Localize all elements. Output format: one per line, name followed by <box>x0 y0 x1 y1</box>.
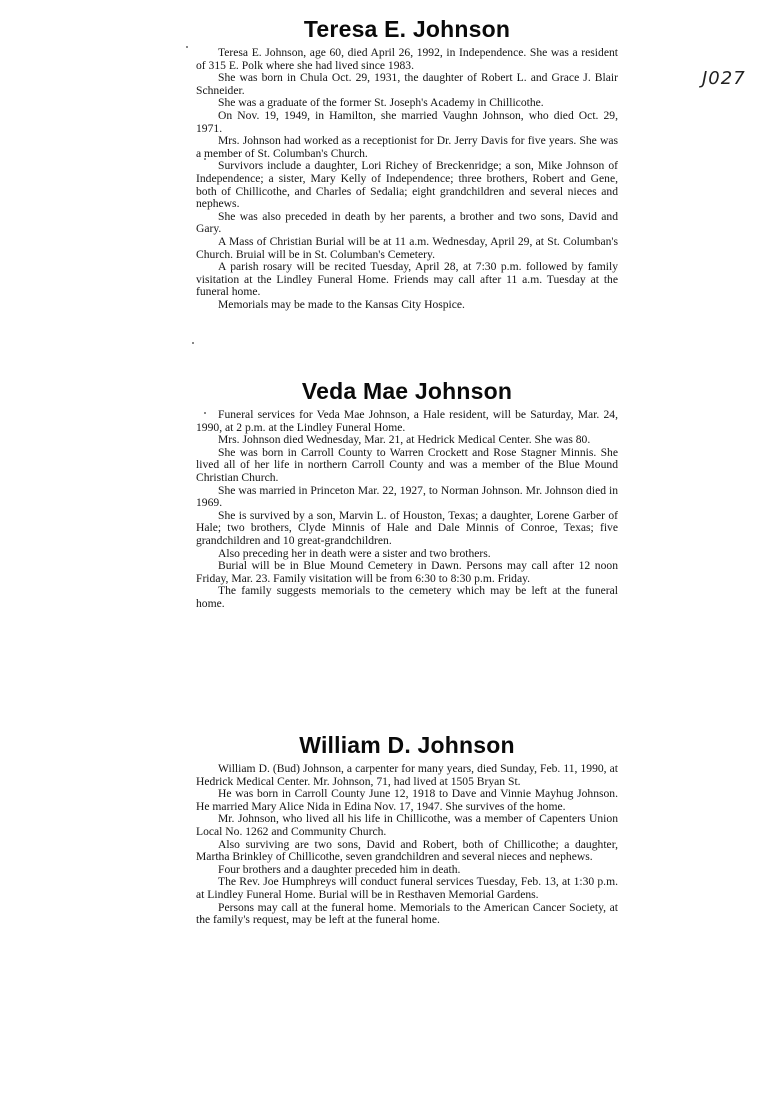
obituary-body <box>196 47 618 311</box>
obituary-paragraph: She was a graduate of the former St. Joseph's Academy in Chillicothe. <box>218 96 544 110</box>
obituary-paragraph: He was born in Carroll County June 12, 1918 to Dave and Vinnie Mayhug Johnson. He married Mary Alice Nida in Edina Nov. 17, 1947. She survives of the home. <box>196 787 618 813</box>
obituary-paragraph: Burial will be in Blue Mound Cemetery in Dawn. Persons may call after 12 noon Friday, Mar. 23. Family visitation will be from 6:30 to 8:30 p.m. Friday. <box>196 559 618 585</box>
scan-speck <box>192 342 194 344</box>
obituary-veda-mae-johnson <box>196 378 618 611</box>
obituary-paragraph: She was born in Carroll County to Warren Crockett and Rose Stagner Minnis. She lived all of her life in northern Carroll County and was a member of the Blue Mound Christian Church. <box>196 445 618 484</box>
obituary-paragraph: The family suggests memorials to the cemetery which may be left at the funeral home. <box>196 584 618 610</box>
obituary-paragraph: Funeral services for Veda Mae Johnson, a Hale resident, will be Saturday, Mar. 24, 1990, at 2 p.m. at the Lindley Funeral Home. <box>196 408 618 434</box>
obituary-paragraph: Mrs. Johnson died Wednesday, Mar. 21, at Hedrick Medical Center. She was 80. <box>218 433 591 447</box>
obituary-title: Veda Mae Johnson <box>301 378 513 404</box>
obituary-paragraph: Also preceding her in death were a sister and two brothers. <box>218 546 491 560</box>
obituary-paragraph: She is survived by a son, Marvin L. of Houston, Texas; a daughter, Lorene Garber of Hale; two brothers, Clyde Minnis of Hale and Dale Minnis of Conroe, Texas; five grandchildren and 10 great-grandchildren. <box>196 508 618 547</box>
obituary-paragraph: Memorials may be made to the Kansas City Hospice. <box>218 297 465 311</box>
obituary-teresa-e-johnson <box>196 16 618 311</box>
obituary-paragraph: William D. (Bud) Johnson, a carpenter for many years, died Sunday, Feb. 11, 1990, at Hedrick Medical Center. Mr. Johnson, 71, had lived at 1505 Bryan St. <box>196 762 618 788</box>
obituary-paragraph: She was born in Chula Oct. 29, 1931, the daughter of Robert L. and Grace J. Blair Schneider. <box>196 71 618 97</box>
obituary-paragraph: She was also preceded in death by her parents, a brother and two sons, David and Gary. <box>196 209 618 236</box>
obituary-paragraph: On Nov. 19, 1949, in Hamilton, she married Vaughn Johnson, who died Oct. 29, 1971. <box>196 108 618 135</box>
obituary-paragraph: Persons may call at the funeral home. Memorials to the American Cancer Society, at the family's request, may be left at the funeral home. <box>196 900 618 927</box>
obituary-title: Teresa E. Johnson <box>303 16 511 42</box>
obituary-paragraph: A parish rosary will be recited Tuesday, April 28, at 7:30 p.m. followed by family visitation at the Lindley Funeral Home. Friends may call after 11 a.m. Tuesday at the funeral home. <box>196 260 618 299</box>
obituary-paragraph: Four brothers and a daughter preceded him in death. <box>218 862 461 876</box>
obituary-body <box>196 763 618 927</box>
scan-speck <box>186 46 188 48</box>
handwritten-file-code: J027 <box>702 68 746 89</box>
obituary-title: William D. Johnson <box>299 732 515 758</box>
obituary-paragraph: Mr. Johnson, who lived all his life in Chillicothe, was a member of Capenters Union Local No. 1262 and Community Church. <box>196 812 618 838</box>
obituary-paragraph: Teresa E. Johnson, age 60, died April 26, 1992, in Independence. She was a resident of 315 E. Polk where she had lived since 1983. <box>196 46 618 72</box>
obituary-paragraph: She was married in Princeton Mar. 22, 1927, to Norman Johnson. Mr. Johnson died in 1969. <box>196 483 618 510</box>
obituary-paragraph: The Rev. Joe Humphreys will conduct funeral services Tuesday, Feb. 13, at 1:30 p.m. at Lindley Funeral Home. Burial will be in Resthaven Memorial Gardens. <box>196 875 618 901</box>
obituary-body <box>196 409 618 611</box>
obituary-paragraph: A Mass of Christian Burial will be at 11 a.m. Wednesday, April 29, at St. Columban's Church. Bruial will be in St. Columban's Cemetery. <box>196 234 618 261</box>
obituary-paragraph: Also surviving are two sons, David and Robert, both of Chillicothe; a daughter, Martha Brinkley of Chillicothe, seven grandchildren and several nieces and nephews. <box>196 837 618 864</box>
obituary-william-d-johnson <box>196 732 618 927</box>
obituary-paragraph: Survivors include a daughter, Lori Richey of Breckenridge; a son, Mike Johnson of Independence; a sister, Mary Kelly of Independence; three brothers, Robert and Gene, both of Chillicothe, and Charles of Sedalia; eight grandchildren and several nieces and nephews. <box>196 159 618 211</box>
obituary-paragraph: Mrs. Johnson had worked as a receptionist for Dr. Jerry Davis for five years. She was a member of St. Columban's Church. <box>196 134 618 160</box>
